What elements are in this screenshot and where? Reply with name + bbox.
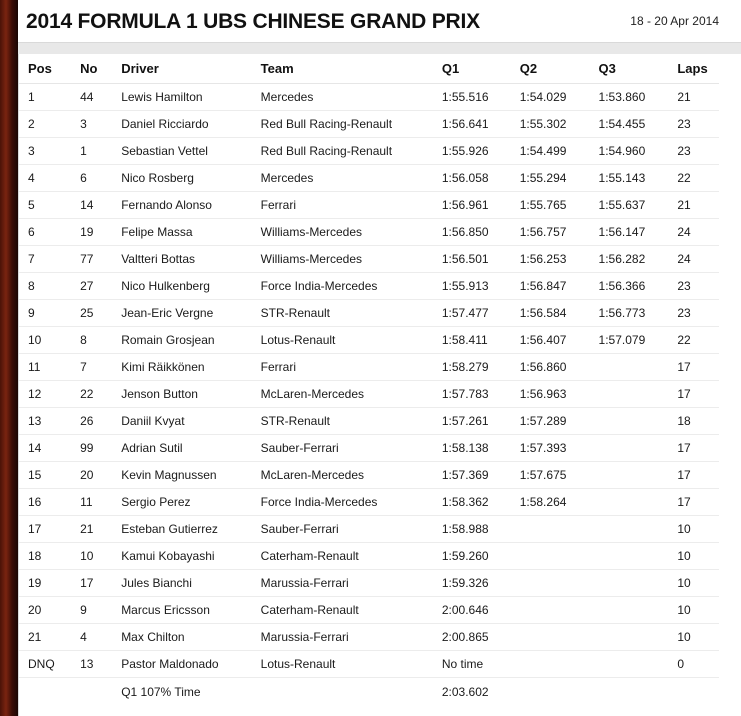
- column-header-driver: Driver: [121, 54, 260, 84]
- table-row: [19, 327, 719, 354]
- cell-team: Lotus-Renault: [261, 327, 442, 354]
- cell-q1: 1:58.411: [442, 327, 520, 354]
- cell-no: 8: [80, 327, 121, 354]
- cell-q2: 1:56.757: [520, 219, 599, 246]
- cell-laps: 10: [677, 597, 719, 624]
- page-title: 2014 FORMULA 1 UBS CHINESE GRAND PRIX: [26, 10, 480, 33]
- cell-driver: Kevin Magnussen: [121, 462, 260, 489]
- cell-laps: 17: [677, 435, 719, 462]
- cell-driver: Jean-Eric Vergne: [121, 300, 260, 327]
- cell-q3: 1:54.455: [599, 111, 678, 138]
- cell-q3: [599, 462, 678, 489]
- cell-pos: 10: [19, 327, 80, 354]
- cell-laps: 17: [677, 462, 719, 489]
- cell-laps: 22: [677, 165, 719, 192]
- cell-laps: 17: [677, 381, 719, 408]
- cell-pos: 4: [19, 165, 80, 192]
- cell-no: 13: [80, 651, 121, 678]
- cell-q3: 1:53.860: [599, 84, 678, 111]
- cell-team: Sauber-Ferrari: [261, 516, 442, 543]
- cell-q3: 1:54.960: [599, 138, 678, 165]
- cell-q1: 1:56.501: [442, 246, 520, 273]
- footer-value: 2:03.602: [441, 684, 489, 699]
- cell-no: 6: [80, 165, 121, 192]
- cell-no: 99: [80, 435, 121, 462]
- cell-driver: Fernando Alonso: [121, 192, 260, 219]
- cell-driver: Pastor Maldonado: [121, 651, 260, 678]
- cell-q1: 1:58.988: [442, 516, 520, 543]
- cell-q3: [599, 408, 678, 435]
- cell-q2: [520, 624, 599, 651]
- cell-laps: 18: [677, 408, 719, 435]
- cell-pos: 17: [19, 516, 80, 543]
- cell-q2: 1:58.264: [520, 489, 599, 516]
- cell-q3: [599, 570, 678, 597]
- table-footer-row: [19, 678, 719, 706]
- cell-q2: [520, 516, 599, 543]
- cell-q2: 1:54.029: [520, 84, 599, 111]
- cell-empty: [80, 678, 121, 706]
- cell-q1: 1:56.641: [442, 111, 520, 138]
- cell-pos: 16: [19, 489, 80, 516]
- cell-team: Caterham-Renault: [261, 543, 442, 570]
- table-row: [19, 624, 719, 651]
- cell-pos: 6: [19, 219, 80, 246]
- cell-q1: 1:55.913: [442, 273, 520, 300]
- cell-no: 1: [80, 138, 121, 165]
- cell-empty: [261, 678, 442, 706]
- cell-q1: 1:59.260: [442, 543, 520, 570]
- cell-pos: 21: [19, 624, 80, 651]
- cell-q1: 1:58.279: [442, 354, 520, 381]
- cell-driver: Jenson Button: [121, 381, 260, 408]
- cell-q1: 2:00.646: [442, 597, 520, 624]
- cell-team: Caterham-Renault: [261, 597, 442, 624]
- event-date: 18 - 20 Apr 2014: [630, 14, 719, 28]
- cell-q3: 1:56.147: [599, 219, 678, 246]
- cell-driver: Jules Bianchi: [121, 570, 260, 597]
- cell-q2: 1:57.289: [520, 408, 599, 435]
- cell-team: Marussia-Ferrari: [261, 624, 442, 651]
- cell-empty: [19, 678, 80, 706]
- table-body: [19, 84, 719, 706]
- cell-no: 27: [80, 273, 121, 300]
- table-row: [19, 273, 719, 300]
- cell-q2: 1:57.675: [520, 462, 599, 489]
- cell-driver: Nico Hulkenberg: [121, 273, 260, 300]
- page-header: [18, 0, 741, 43]
- cell-driver: Nico Rosberg: [121, 165, 260, 192]
- cell-q1: 1:57.369: [442, 462, 520, 489]
- cell-laps: 23: [677, 138, 719, 165]
- cell-q3: [599, 597, 678, 624]
- cell-q3: 1:57.079: [599, 327, 678, 354]
- cell-pos: 20: [19, 597, 80, 624]
- table-row: [19, 219, 719, 246]
- cell-q3: [599, 489, 678, 516]
- cell-team: Red Bull Racing-Renault: [261, 111, 442, 138]
- cell-team: Red Bull Racing-Renault: [261, 138, 442, 165]
- cell-q2: [520, 570, 599, 597]
- cell-driver: Sergio Perez: [121, 489, 260, 516]
- table-row: [19, 138, 719, 165]
- cell-pos: 7: [19, 246, 80, 273]
- table-row: [19, 354, 719, 381]
- cell-q1: No time: [442, 651, 520, 678]
- table-header-row: [19, 54, 719, 84]
- cell-driver: Romain Grosjean: [121, 327, 260, 354]
- cell-pos: 9: [19, 300, 80, 327]
- table-row: [19, 246, 719, 273]
- cell-q2: [520, 597, 599, 624]
- cell-q2: 1:54.499: [520, 138, 599, 165]
- cell-q1: 1:55.516: [442, 84, 520, 111]
- cell-team: Mercedes: [261, 84, 442, 111]
- cell-pos: 11: [19, 354, 80, 381]
- cell-q2: 1:56.584: [520, 300, 599, 327]
- cell-team: Lotus-Renault: [261, 651, 442, 678]
- cell-q3: [599, 651, 678, 678]
- cell-q2: 1:56.253: [520, 246, 599, 273]
- cell-laps: 17: [677, 489, 719, 516]
- cell-team: McLaren-Mercedes: [261, 462, 442, 489]
- cell-q2: 1:56.407: [520, 327, 599, 354]
- cell-q1: 1:57.783: [442, 381, 520, 408]
- cell-laps: 23: [677, 300, 719, 327]
- cell-no: 4: [80, 624, 121, 651]
- cell-no: 9: [80, 597, 121, 624]
- cell-driver: Sebastian Vettel: [121, 138, 260, 165]
- table-row: [19, 543, 719, 570]
- cell-no: 7: [80, 354, 121, 381]
- cell-q3: [599, 624, 678, 651]
- cell-q2: 1:56.963: [520, 381, 599, 408]
- table-row: [19, 597, 719, 624]
- cell-pos: 2: [19, 111, 80, 138]
- column-header-laps: Laps: [677, 54, 719, 84]
- cell-driver: Kimi Räikkönen: [121, 354, 260, 381]
- cell-team: STR-Renault: [261, 300, 442, 327]
- cell-team: McLaren-Mercedes: [261, 381, 442, 408]
- cell-q3: [599, 543, 678, 570]
- cell-q3: [599, 381, 678, 408]
- header-divider: [18, 43, 741, 54]
- cell-laps: 24: [677, 246, 719, 273]
- cell-q2: [520, 543, 599, 570]
- cell-pos: 8: [19, 273, 80, 300]
- table-row: [19, 381, 719, 408]
- cell-no: 44: [80, 84, 121, 111]
- results-panel: [18, 54, 741, 716]
- cell-pos: 19: [19, 570, 80, 597]
- cell-q2: 1:56.847: [520, 273, 599, 300]
- cell-q3: 1:56.366: [599, 273, 678, 300]
- cell-q1: 1:56.058: [442, 165, 520, 192]
- cell-q1: 1:57.477: [442, 300, 520, 327]
- cell-pos: 13: [19, 408, 80, 435]
- table-row: [19, 462, 719, 489]
- table-row: [19, 192, 719, 219]
- cell-laps: 22: [677, 327, 719, 354]
- cell-driver: Valtteri Bottas: [121, 246, 260, 273]
- cell-q3: 1:55.637: [599, 192, 678, 219]
- cell-no: 26: [80, 408, 121, 435]
- table-row: [19, 570, 719, 597]
- cell-q1: 1:59.326: [442, 570, 520, 597]
- cell-laps: 23: [677, 111, 719, 138]
- cell-q2: 1:55.765: [520, 192, 599, 219]
- cell-empty: [677, 678, 719, 706]
- table-row: [19, 408, 719, 435]
- cell-empty: [599, 678, 678, 706]
- cell-driver: Felipe Massa: [121, 219, 260, 246]
- cell-laps: 23: [677, 273, 719, 300]
- cell-driver: Esteban Gutierrez: [121, 516, 260, 543]
- table-row: [19, 84, 719, 111]
- cell-pos: 18: [19, 543, 80, 570]
- cell-q1: 1:58.362: [442, 489, 520, 516]
- cell-pos: 12: [19, 381, 80, 408]
- cell-laps: 21: [677, 192, 719, 219]
- column-header-q2: Q2: [520, 54, 599, 84]
- cell-pos: 3: [19, 138, 80, 165]
- qualifying-results-table: [19, 54, 719, 705]
- cell-q1: 1:57.261: [442, 408, 520, 435]
- cell-q3: 1:56.282: [599, 246, 678, 273]
- column-header-team: Team: [261, 54, 442, 84]
- cell-driver: Adrian Sutil: [121, 435, 260, 462]
- cell-team: STR-Renault: [261, 408, 442, 435]
- cell-team: Williams-Mercedes: [261, 246, 442, 273]
- cell-laps: 10: [677, 624, 719, 651]
- cell-no: 77: [80, 246, 121, 273]
- cell-q3: [599, 354, 678, 381]
- cell-laps: 21: [677, 84, 719, 111]
- cell-driver: Kamui Kobayashi: [121, 543, 260, 570]
- column-header-q3: Q3: [599, 54, 678, 84]
- column-header-q1: Q1: [442, 54, 520, 84]
- cell-q2: 1:56.860: [520, 354, 599, 381]
- cell-no: 21: [80, 516, 121, 543]
- table-row: [19, 165, 719, 192]
- footer-label: Q1 107% Time: [121, 684, 201, 699]
- cell-no: 20: [80, 462, 121, 489]
- column-header-no: No: [80, 54, 121, 84]
- cell-team: Ferrari: [261, 354, 442, 381]
- cell-pos: 14: [19, 435, 80, 462]
- cell-team: Williams-Mercedes: [261, 219, 442, 246]
- cell-q2: 1:55.302: [520, 111, 599, 138]
- cell-q3: [599, 516, 678, 543]
- cell-driver: Daniil Kvyat: [121, 408, 260, 435]
- cell-q3: 1:56.773: [599, 300, 678, 327]
- cell-empty: [520, 678, 599, 706]
- cell-pos: 5: [19, 192, 80, 219]
- table-row: [19, 489, 719, 516]
- cell-team: Marussia-Ferrari: [261, 570, 442, 597]
- table-row: [19, 300, 719, 327]
- cell-laps: 10: [677, 516, 719, 543]
- cell-driver: Daniel Ricciardo: [121, 111, 260, 138]
- cell-laps: 24: [677, 219, 719, 246]
- column-header-pos: Pos: [19, 54, 80, 84]
- cell-q2: 1:57.393: [520, 435, 599, 462]
- cell-no: 22: [80, 381, 121, 408]
- cell-q3: 1:55.143: [599, 165, 678, 192]
- table-row: [19, 516, 719, 543]
- cell-q1: 1:55.926: [442, 138, 520, 165]
- cell-no: 17: [80, 570, 121, 597]
- cell-team: Ferrari: [261, 192, 442, 219]
- cell-driver: Marcus Ericsson: [121, 597, 260, 624]
- cell-q2: 1:55.294: [520, 165, 599, 192]
- cell-laps: 17: [677, 354, 719, 381]
- cell-no: 11: [80, 489, 121, 516]
- cell-no: 14: [80, 192, 121, 219]
- cell-q1: 1:56.961: [442, 192, 520, 219]
- cell-q3: [599, 435, 678, 462]
- cell-no: 19: [80, 219, 121, 246]
- cell-no: 10: [80, 543, 121, 570]
- cell-q1: 2:00.865: [442, 624, 520, 651]
- cell-team: Force India-Mercedes: [261, 273, 442, 300]
- cell-q1: 1:58.138: [442, 435, 520, 462]
- table-row: [19, 651, 719, 678]
- cell-laps: 10: [677, 543, 719, 570]
- cell-pos: 15: [19, 462, 80, 489]
- cell-pos: DNQ: [19, 651, 80, 678]
- cell-no: 25: [80, 300, 121, 327]
- cell-q2: [520, 651, 599, 678]
- cell-no: 3: [80, 111, 121, 138]
- cell-driver: Lewis Hamilton: [121, 84, 260, 111]
- cell-team: Sauber-Ferrari: [261, 435, 442, 462]
- cell-pos: 1: [19, 84, 80, 111]
- cell-team: Force India-Mercedes: [261, 489, 442, 516]
- cell-driver: Max Chilton: [121, 624, 260, 651]
- cell-q1: 1:56.850: [442, 219, 520, 246]
- table-row: [19, 111, 719, 138]
- cell-laps: 10: [677, 570, 719, 597]
- cell-laps: 0: [677, 651, 719, 678]
- cell-team: Mercedes: [261, 165, 442, 192]
- table-row: [19, 435, 719, 462]
